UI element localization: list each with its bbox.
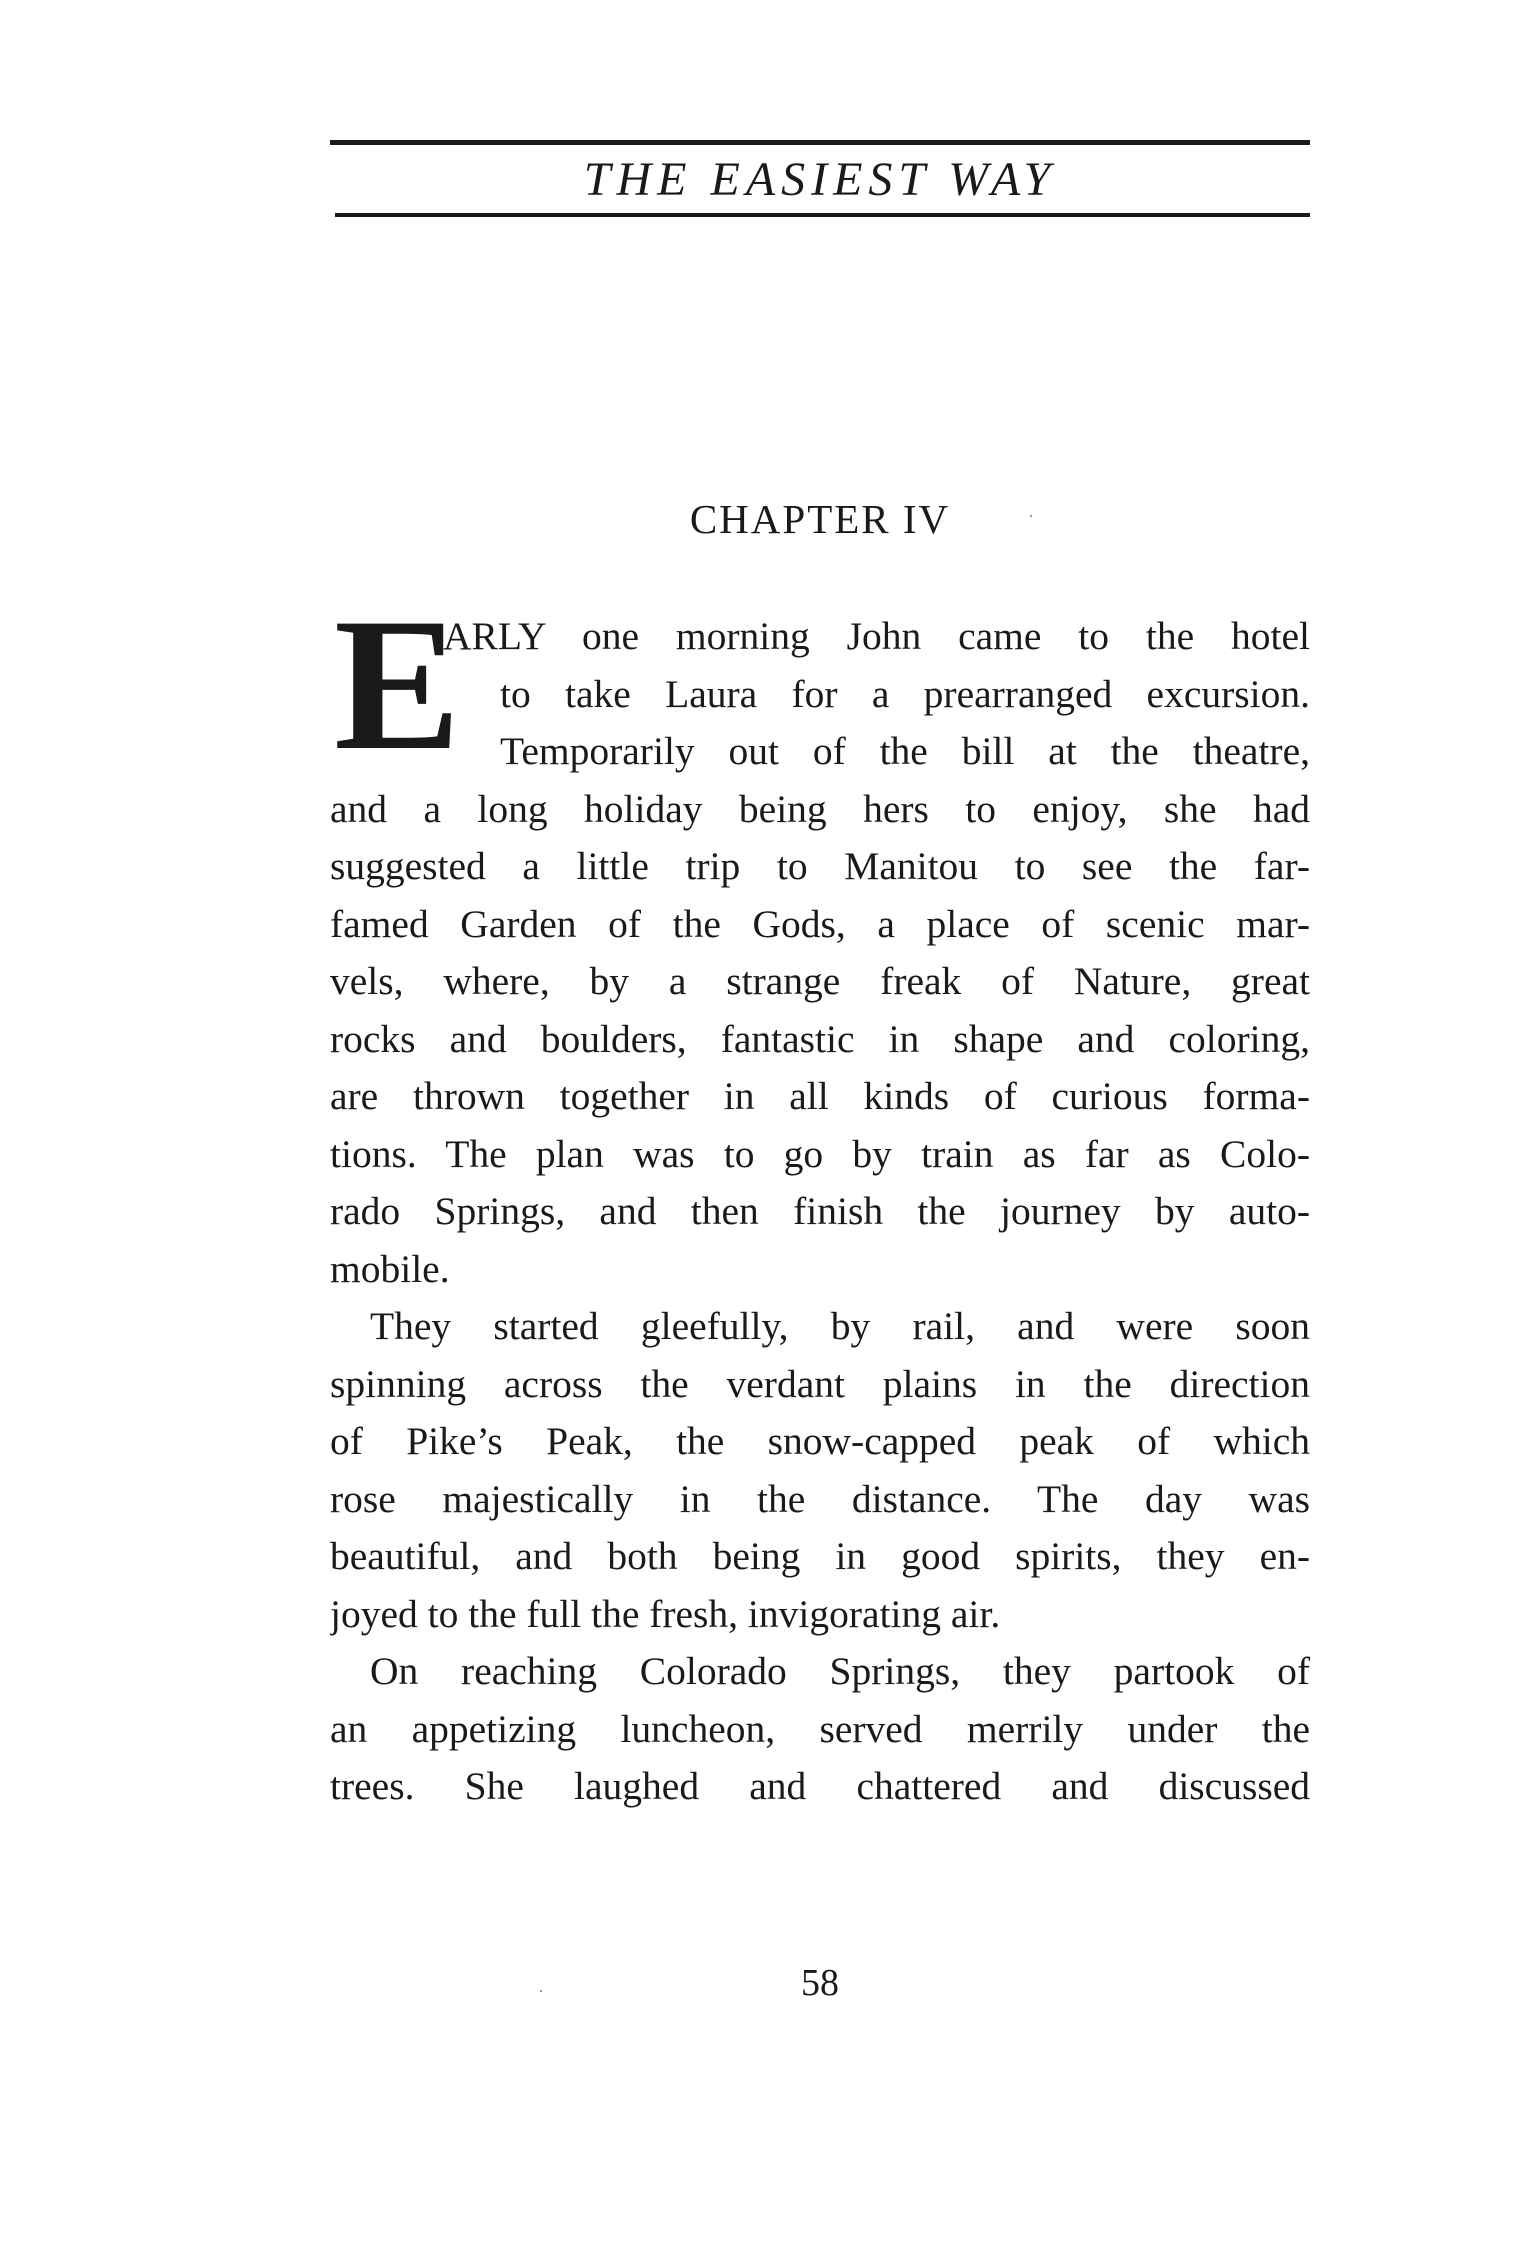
text-line: to take Laura for a prearranged excursion.	[500, 671, 1310, 716]
page-number: 58	[801, 1962, 839, 2004]
text-line: Temporarily out of the bill at the theatre,	[500, 729, 1310, 773]
chapter-title: CHAPTER IV	[689, 496, 951, 542]
text-line: mobile.	[330, 1246, 450, 1291]
text-line: spinning across the verdant plains in the direction	[330, 1361, 1310, 1406]
header-rule-top	[330, 140, 1310, 145]
text-line: suggested a little trip to Manitou to see the far-	[330, 844, 1310, 888]
drop-cap: E	[334, 580, 461, 790]
text-line: and a long holiday being hers to enjoy, she had	[330, 786, 1310, 831]
text-line: rose majestically in the distance. The day was	[330, 1476, 1310, 1521]
text-line: beautiful, and both being in good spirits, they en-	[330, 1534, 1310, 1578]
text-line: tions. The plan was to go by train as far as Colo-	[330, 1131, 1310, 1176]
text-line: of Pike’s Peak, the snow-capped peak of which	[330, 1419, 1310, 1463]
text-line: rado Springs, and then finish the journey by auto-	[330, 1189, 1310, 1233]
text-line: ARLY one morning John came to the hotel	[443, 614, 1310, 658]
text-line: famed Garden of the Gods, a place of scenic mar-	[330, 901, 1310, 946]
text-line: vels, where, by a strange freak of Nature, great	[330, 959, 1310, 1003]
header-rule-bottom	[335, 213, 1310, 217]
text-line: rocks and boulders, fantastic in shape and coloring,	[330, 1016, 1310, 1061]
text-line: They started gleefully, by rail, and were soon	[370, 1304, 1310, 1348]
body-text	[330, 608, 1310, 1816]
running-head: THE EASIEST WAY	[583, 153, 1057, 206]
text-line: are thrown together in all kinds of curious forma-	[330, 1074, 1310, 1118]
text-line: an appetizing luncheon, served merrily under the	[330, 1706, 1310, 1751]
text-line: On reaching Colorado Springs, they partook of	[370, 1649, 1310, 1693]
print-speck	[1030, 515, 1032, 517]
text-line: joyed to the full the fresh, invigorating air.	[330, 1591, 1001, 1636]
print-speck	[540, 1990, 542, 1992]
text-line: trees. She laughed and chattered and discussed	[330, 1764, 1310, 1808]
